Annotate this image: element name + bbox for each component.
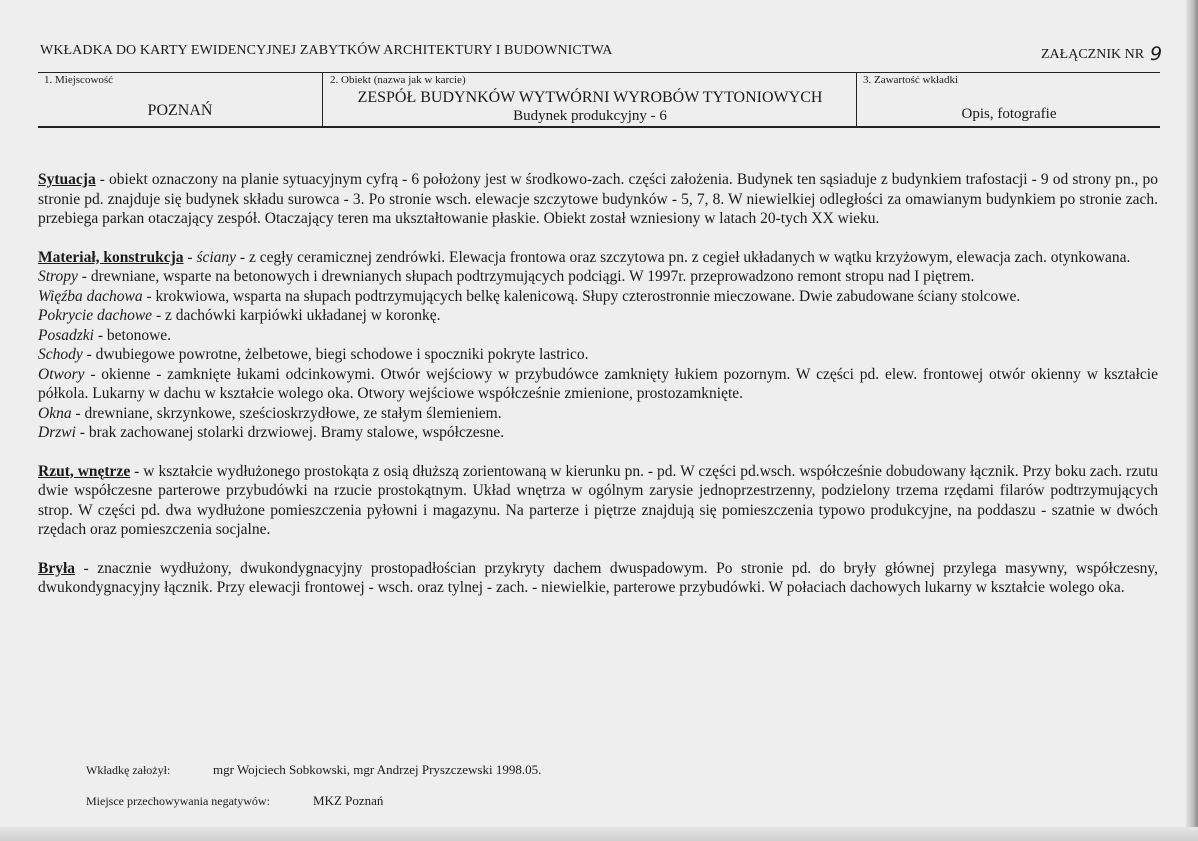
material-heading: Materiał, konstrukcja <box>38 248 184 266</box>
section-rzut <box>38 462 1158 540</box>
material-doors <box>38 423 1158 443</box>
section-material <box>38 248 1158 443</box>
object-name: ZESPÓŁ BUDYNKÓW WYTWÓRNI WYROBÓW TYTONIOWYCH <box>357 89 823 106</box>
annex-label <box>1041 43 1162 65</box>
object-label: 2. Obiekt (nazwa jak w karcie) <box>330 74 466 86</box>
material-roofing <box>38 306 1158 326</box>
floors-text: - betonowe. <box>93 326 172 344</box>
windows-text: - drewniane, skrzynkowe, sześcioskrzydłowe, ze stałym ślemieniem. <box>71 404 502 422</box>
walls-label: ściany <box>196 248 237 266</box>
document-title: WKŁADKA DO KARTY EWIDENCYJNEJ ZABYTKÓW ARCHITEKTURY I BUDOWNICTWA <box>40 43 613 58</box>
roof-truss-text: - krokwiowa, wsparta na słupach podtrzymujących belkę kalenicową. Słupy czterostronnie mieczowane. Dwie zabudowane ściany stolcowe. <box>142 287 1021 305</box>
annex-label-text: ZAŁĄCZNIK NR <box>1041 47 1145 62</box>
content-cell <box>856 73 1160 126</box>
bryla-heading: Bryła <box>38 559 76 577</box>
scan-edge-right <box>1186 0 1198 841</box>
roofing-label: Pokrycie dachowe <box>38 307 153 324</box>
section-bryla <box>38 559 1158 598</box>
object-subname: Budynek produkcyjny - 6 <box>513 108 667 124</box>
material-windows <box>38 404 1158 424</box>
form-header-table <box>38 72 1160 128</box>
material-roof-truss <box>38 287 1158 307</box>
openings-label: Otwory <box>38 365 85 383</box>
author-label: Wkładkę założył: <box>86 763 171 777</box>
section-sytuacja <box>38 170 1158 229</box>
rzut-paragraph <box>38 462 1158 540</box>
doors-text: - brak zachowanej stolarki drzwiowej. Bramy stalowe, współczesne. <box>75 424 505 441</box>
rzut-heading: Rzut, wnętrze <box>38 462 131 480</box>
openings-text: - okienne - zamknięte łukami odcinkowymi. Otwór wejściowy w przybudówce zamknięty łukiem pozornym. W części pd. elew. frontowej otwór okienny w kształcie półkola. Lukarny w dachu w kształcie wolego oka. Otwory wejściowe współcześnie zmienione, prostozamknięte. <box>38 365 1158 402</box>
content-label: 3. Zawartość wkładki <box>863 74 958 86</box>
roofing-text: - z dachówki karpiówki układanej w koronkę. <box>152 307 441 324</box>
sytuacja-text: - obiekt oznaczony na planie sytuacyjnym cyfrą - 6 położony jest w środkowo-zach. części założenia. Budynek ten sąsiaduje z budynkiem trafostacji - 9 od strony pn., po stronie pd. znajduje się budynek składu surowca - 3. Po stronie wsch. elewacje szczytowe budynków - 5, 7, 8. W niewielkiej odległości za omawianym budynkiem po stronie zach. przebiega parkan otaczający zespół. Otaczający teren ma ukształtowanie płaskie. Obiekt został wzniesiony w latach 20-tych XX wieku. <box>38 171 1158 227</box>
roof-truss-label: Więźba dachowa <box>38 287 143 305</box>
walls-text: - z cegły ceramicznej zendrówki. Elewacja frontowa oraz szczytowa pn. z cegieł układanych w wątku krzyżowym, elewacja zach. otynkowana. <box>236 248 1131 266</box>
object-cell <box>322 73 856 126</box>
material-stairs <box>38 345 1158 365</box>
locality-value: POZNAŃ <box>147 102 213 119</box>
material-ceilings <box>38 267 1158 287</box>
sytuacja-heading: Sytuacja <box>38 171 96 188</box>
ceilings-text: - drewniane, wsparte na betonowych i drewnianych słupach podtrzymujących podciągi. W 1997r. przeprowadzono remont stropu nad I piętrem. <box>77 268 975 285</box>
windows-label: Okna <box>38 404 72 422</box>
locality-label: 1. Miejscowość <box>44 74 114 86</box>
document-body <box>38 170 1158 617</box>
ceilings-label: Stropy <box>38 268 78 285</box>
locality-cell <box>38 73 322 126</box>
content-value: Opis, fotografie <box>961 106 1057 122</box>
sytuacja-paragraph <box>38 170 1158 229</box>
author-value: mgr Wojciech Sobkowski, mgr Andrzej Pryszczewski 1998.05. <box>213 762 542 777</box>
storage-value: MKZ Poznań <box>313 793 384 808</box>
bryla-text: - znacznie wydłużony, dwukondygnacyjny prostopadłościan przykryty dachem dwuspadowym. Po stronie pd. do bryły głównej przylega masywny, współczesny, dwukondygnacyjny łącznik. Przy elewacji frontowej - wsch. oraz tylnej - zach. - niewielkie, parterowe przybudówki. W połaciach dachowych lukarny w kształcie wolego oka. <box>38 559 1158 596</box>
material-floors <box>38 326 1158 346</box>
doors-label: Drzwi <box>38 424 76 441</box>
material-openings <box>38 365 1158 404</box>
rzut-text: - w kształcie wydłużonego prostokąta z osią dłuższą zorientowaną w kierunku pn. - pd. W części pd.wsch. współcześnie dobudowany łącznik. Przy boku zach. rzutu dwie współczesne parterowe przybudówki na rzucie prostokątnym. Układ wnętrza w ogólnym zarysie jednoprzestrzenny, podzielony trzema rzędami filarów podtrzymujących strop. W części pd. dwa wydłużone pomieszczenia pyłowni i magazynu. Na parterze i piętrze znajdują się pomieszczenia typowo produkcyjne, na poddaszu - szatnie w dwóch rzędach oraz pomieszczenia socjalne. <box>38 462 1158 538</box>
material-walls: Materiał, konstrukcja - ściany - z cegły ceramicznej zendrówki. Elewacja frontowa oraz szczytowa pn. z cegieł układanych w wątku krzyżowym, elewacja zach. otynkowana. <box>38 248 1131 266</box>
scan-edge-bottom <box>0 827 1198 841</box>
bryla-paragraph <box>38 559 1158 598</box>
annex-number: 9 <box>1150 43 1163 65</box>
storage-label: Miejsce przechowywania negatywów: <box>86 794 270 808</box>
stairs-text: - dwubiegowe powrotne, żelbetowe, biegi schodowe i spoczniki pokryte lastrico. <box>82 346 589 363</box>
stairs-label: Schody <box>38 346 83 363</box>
floors-label: Posadzki <box>38 326 94 344</box>
